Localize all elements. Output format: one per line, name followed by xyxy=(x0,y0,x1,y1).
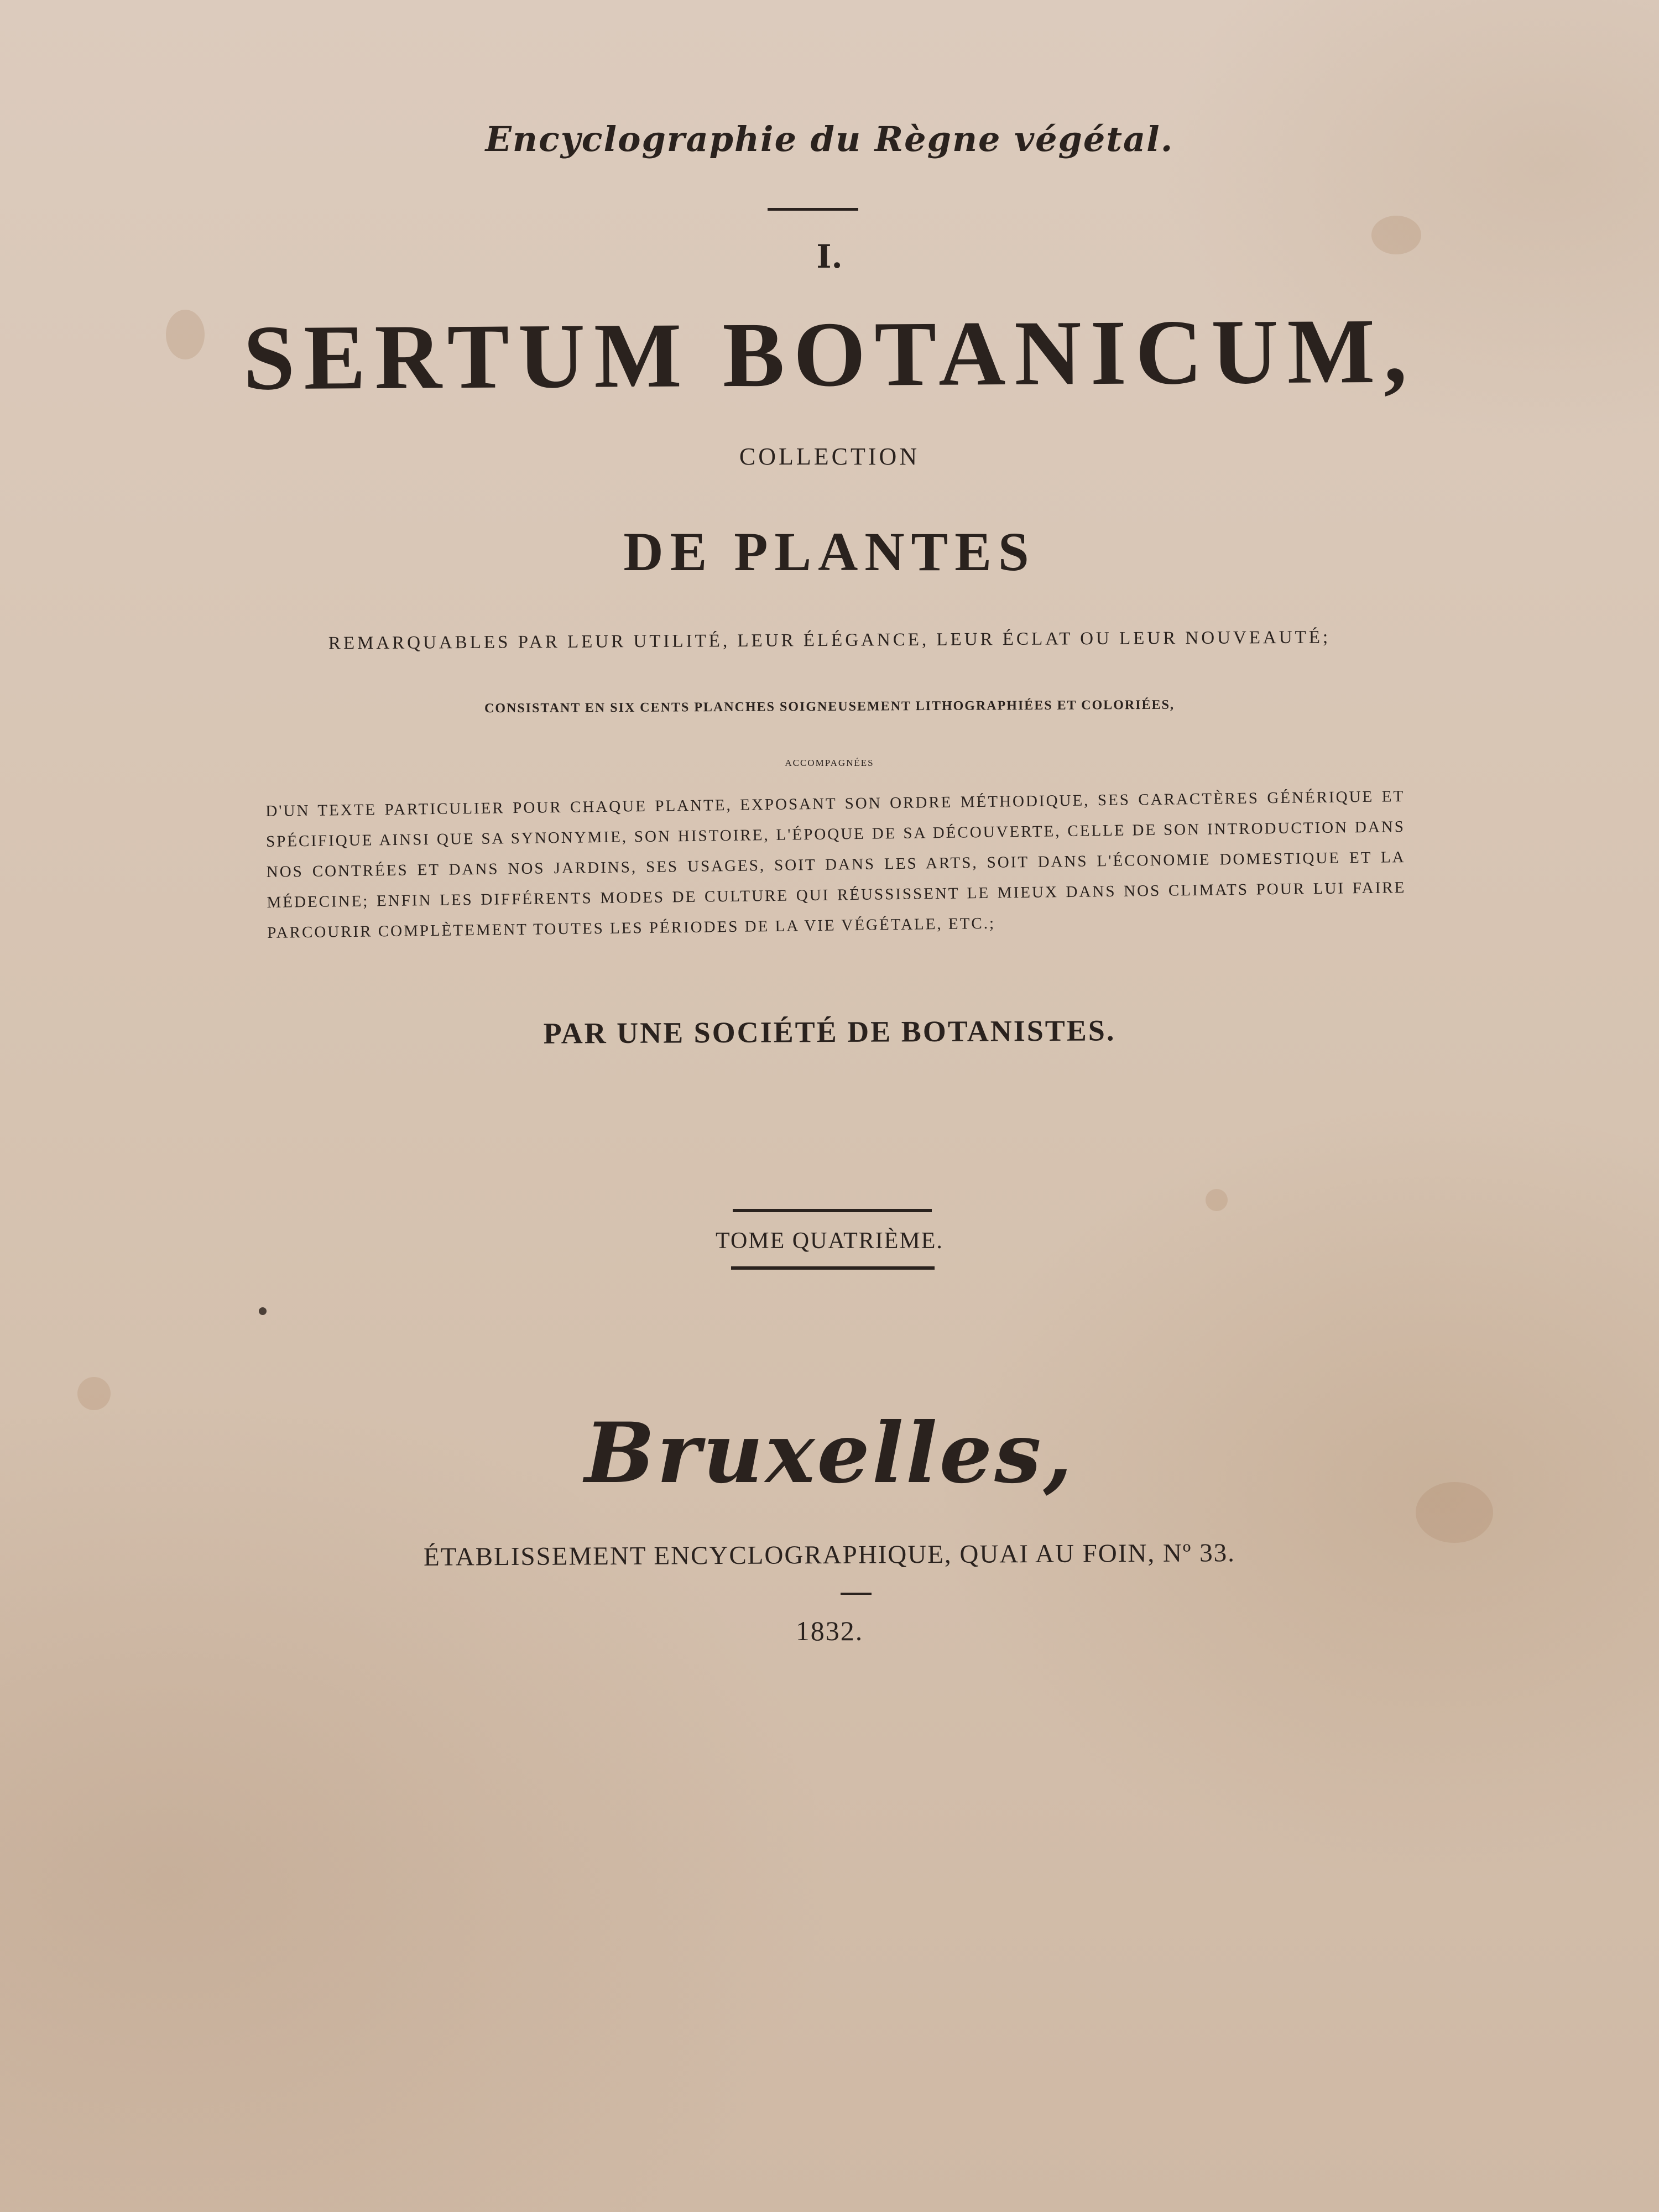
publication-year: 1832. xyxy=(795,1615,864,1646)
publisher-line: ÉTABLISSEMENT ENCYCLOGRAPHIQUE, QUAI AU FOIN, Nº 33. xyxy=(423,1538,1236,1572)
ink-speck xyxy=(259,1307,267,1315)
subtitle-de-plantes: DE PLANTES xyxy=(623,521,1036,582)
main-title: SERTUM BOTANICUM, xyxy=(243,299,1416,410)
consisting-line: CONSISTANT EN SIX CENTS PLANCHES SOIGNEUSEMENT LITHOGRAPHIÉES ET COLORIÉES, xyxy=(484,697,1175,716)
accompanied-label: ACCOMPAGNÉES xyxy=(785,758,874,768)
top-divider-rule xyxy=(768,208,858,211)
foxing-spot xyxy=(1206,1189,1228,1211)
tome-rule-top xyxy=(733,1209,932,1212)
city-imprint: Bruxelles, xyxy=(585,1405,1074,1502)
remarkable-line: REMARQUABLES PAR LEUR UTILITÉ, LEUR ÉLÉGANCE, LEUR ÉCLAT OU LEUR NOUVEAUTÉ; xyxy=(328,627,1331,654)
volume-number: I. xyxy=(816,238,843,275)
tome-rule-bottom xyxy=(731,1266,935,1270)
description-paragraph: D'UN TEXTE PARTICULIER POUR CHAQUE PLANTE, EXPOSANT SON ORDRE MÉTHODIQUE, SES CARACTÈRES GÉNÉRIQUE ET SPÉCIFIQUE AINSI QUE SA SYNONYMIE, SON HISTOIRE, L'ÉPOQUE DE SA DÉCOUVERTE, CELLE DE SON INTRODUCTION DANS NOS CONTRÉES ET DANS NOS JARDINS, SES USAGES, SOIT DANS LES ARTS, SOIT DANS L'ÉCONOMIE DOMESTIQUE ET LA MÉDECINE; ENFIN LES DIFFÉRENTS MODES DE CULTURE QUI RÉUSSISSENT LE MIEUX DANS NOS CLIMATS POUR LUI FAIRE PARCOURIR COMPLÈTEMENT TOUTES LES PÉRIODES DE LA VIE VÉGÉTALE, ETC.; xyxy=(265,787,1406,942)
authors-line: PAR UNE SOCIÉTÉ DE BOTANISTES. xyxy=(543,1014,1116,1050)
year-divider-rule xyxy=(841,1593,872,1595)
collection-label: COLLECTION xyxy=(739,443,920,470)
series-title: Encyclographie du Règne végétal. xyxy=(485,119,1174,159)
tome-label: TOME QUATRIÈME. xyxy=(716,1228,943,1254)
